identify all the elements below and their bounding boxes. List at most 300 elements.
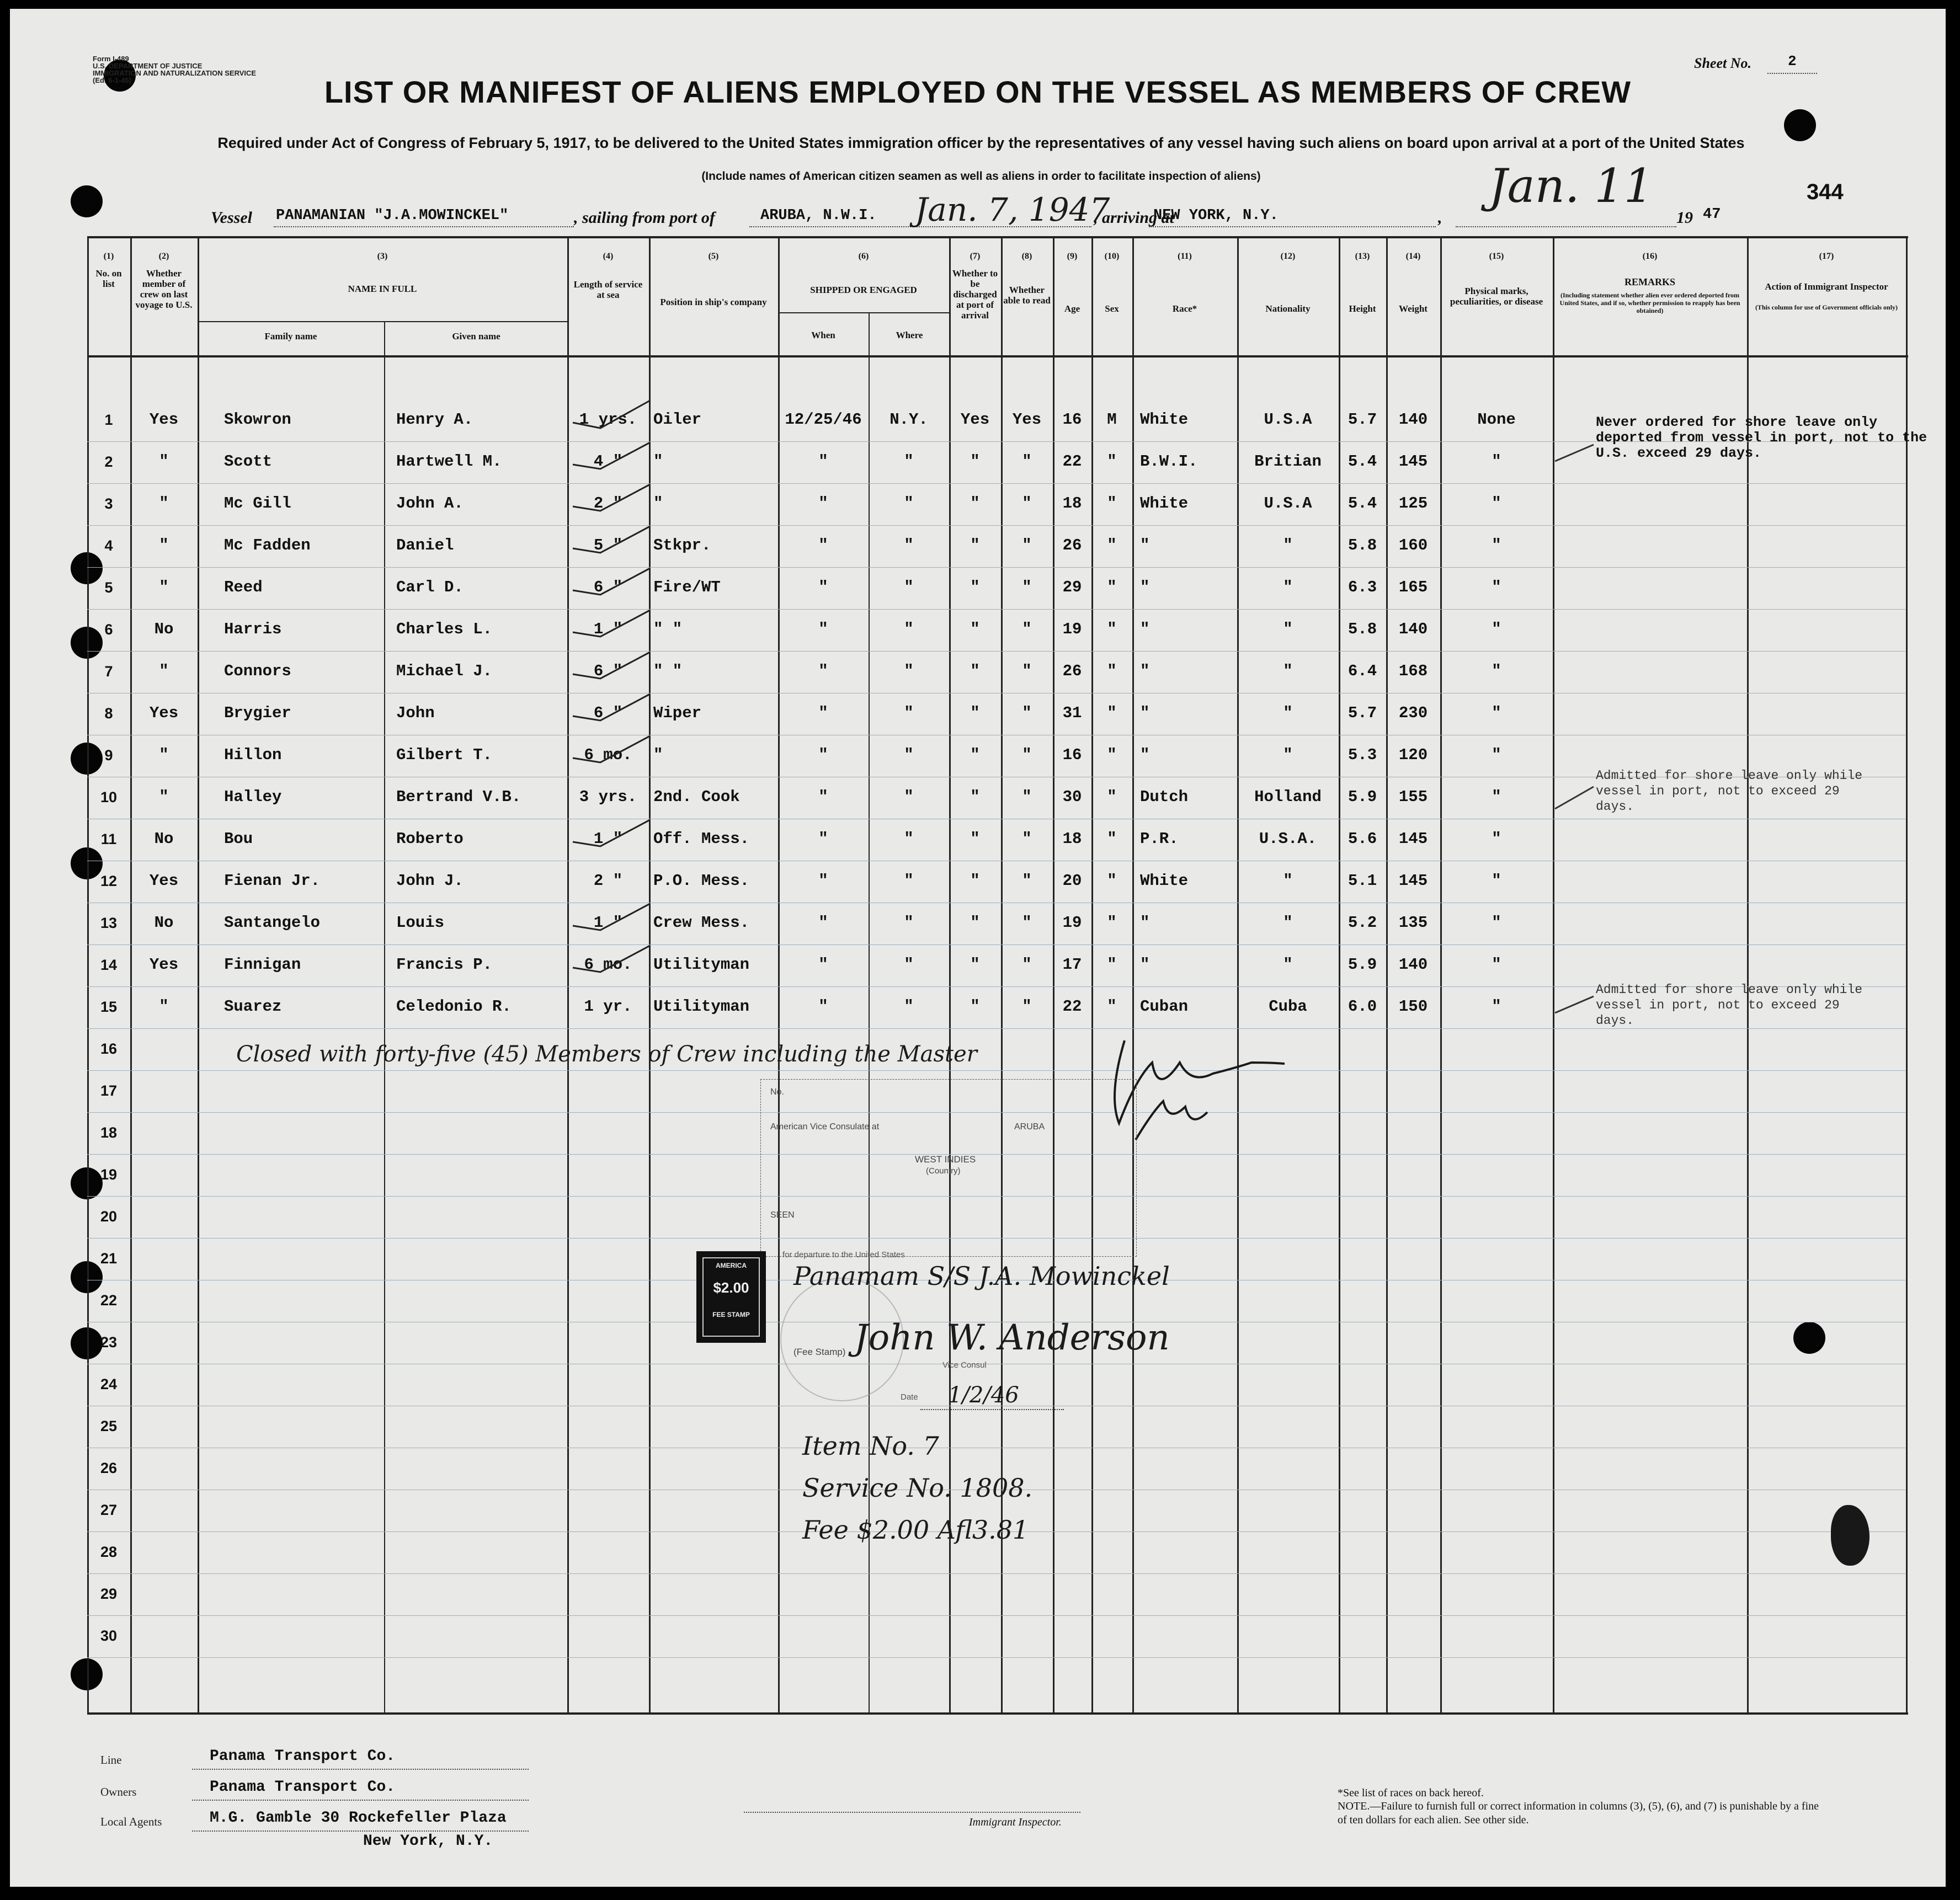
cell-weight: 230 bbox=[1398, 704, 1428, 722]
col-num: (11) bbox=[1178, 252, 1192, 261]
vessel-label: Vessel bbox=[211, 209, 252, 227]
fee-stamp-value: $2.00 bbox=[713, 1279, 749, 1296]
cell-marks: " bbox=[1492, 914, 1501, 932]
col-header-given-name: Given name bbox=[452, 331, 500, 341]
stamp-vice-consulate: American Vice Consulate at bbox=[770, 1122, 880, 1132]
col-header-race: Race* bbox=[1172, 303, 1197, 314]
row-number: 16 bbox=[100, 1040, 118, 1057]
cell-race: White bbox=[1140, 872, 1189, 890]
cell-family: Suarez bbox=[224, 997, 282, 1016]
cell-where: " bbox=[904, 494, 914, 513]
cell-service: 2 " bbox=[593, 872, 623, 890]
cell-age: 18 bbox=[1062, 494, 1082, 513]
row-number: 29 bbox=[100, 1586, 118, 1602]
cell-marks: " bbox=[1492, 956, 1501, 974]
cell-nationality: Cuba bbox=[1269, 997, 1307, 1016]
cell-read: " bbox=[1022, 746, 1032, 764]
cell-read: " bbox=[1022, 536, 1032, 554]
cell-service: 4 " bbox=[593, 452, 623, 471]
stamp-destination-line: for departure to the United States bbox=[782, 1250, 905, 1259]
department-name: U.S. DEPARTMENT OF JUSTICE bbox=[93, 62, 203, 70]
cell-service: 3 yrs. bbox=[579, 788, 637, 806]
col-num: (3) bbox=[377, 252, 388, 261]
cell-when: 12/25/46 bbox=[785, 410, 862, 429]
local-agents-value: M.G. Gamble 30 Rockefeller Plaza bbox=[210, 1810, 507, 1827]
cell-nationality: " bbox=[1283, 536, 1293, 554]
cell-weight: 125 bbox=[1398, 494, 1428, 513]
cell-prev: No bbox=[154, 830, 174, 848]
cell-family: Harris bbox=[224, 620, 282, 638]
cell-service: 1 yrs. bbox=[579, 410, 637, 429]
cell-age: 18 bbox=[1062, 830, 1082, 848]
cell-height: 6.4 bbox=[1348, 662, 1377, 680]
cell-marks: " bbox=[1492, 704, 1501, 722]
cell-height: 5.4 bbox=[1348, 452, 1377, 471]
row-number: 10 bbox=[100, 789, 118, 805]
col-num: (14) bbox=[1405, 252, 1421, 261]
cell-where: " bbox=[904, 620, 914, 638]
cell-nationality: " bbox=[1283, 872, 1293, 890]
stamp-country-label: (Country) bbox=[926, 1166, 961, 1176]
col-header-able-to-read: Whether able to read bbox=[1003, 285, 1051, 306]
cell-when: " bbox=[818, 578, 828, 596]
line-value: Panama Transport Co. bbox=[210, 1748, 396, 1765]
sheet-no-label: Sheet No. bbox=[1694, 55, 1751, 71]
cell-service: 5 " bbox=[593, 536, 623, 554]
cell-nationality: U.S.A bbox=[1264, 410, 1312, 429]
col-num: (15) bbox=[1489, 252, 1504, 261]
cell-service: 1 " bbox=[593, 914, 623, 932]
cell-height: 5.9 bbox=[1348, 788, 1377, 806]
cell-weight: 145 bbox=[1398, 830, 1428, 848]
cell-position: P.O. Mess. bbox=[653, 872, 750, 890]
col-header-member-last-voyage: Whether member of crew on last voyage to U.S. bbox=[135, 268, 193, 310]
cell-family: Reed bbox=[224, 578, 263, 596]
cell-when: " bbox=[818, 704, 828, 722]
cell-family: Santangelo bbox=[224, 914, 321, 932]
page-title: LIST OR MANIFEST OF ALIENS EMPLOYED ON THE VESSEL AS MEMBERS OF CREW bbox=[324, 74, 1632, 109]
cell-given: Carl D. bbox=[396, 578, 464, 596]
cell-sex: " bbox=[1107, 704, 1117, 722]
cell-sex: M bbox=[1107, 410, 1117, 429]
cell-when: " bbox=[818, 872, 828, 890]
cell-when: " bbox=[818, 997, 828, 1016]
cell-race: White bbox=[1140, 494, 1189, 513]
cell-family: Fienan Jr. bbox=[224, 872, 321, 890]
cell-marks: None bbox=[1477, 410, 1516, 429]
cell-race: Cuban bbox=[1140, 997, 1189, 1016]
cell-read: " bbox=[1022, 704, 1032, 722]
col-header-service-length: Length of service at sea bbox=[573, 279, 643, 300]
cell-given: Hartwell M. bbox=[396, 452, 502, 471]
cell-discharged: " bbox=[970, 452, 980, 471]
cell-discharged: " bbox=[970, 494, 980, 513]
cell-age: 31 bbox=[1062, 704, 1082, 722]
cell-nationality: " bbox=[1283, 620, 1293, 638]
sheet-no-value: 2 bbox=[1788, 53, 1797, 70]
cell-weight: 165 bbox=[1398, 578, 1428, 596]
cell-sex: " bbox=[1107, 536, 1117, 554]
cell-height: 6.0 bbox=[1348, 997, 1377, 1016]
cell-discharged: " bbox=[970, 620, 980, 638]
col-num: (13) bbox=[1355, 252, 1370, 261]
cell-height: 6.3 bbox=[1348, 578, 1377, 596]
cell-read: " bbox=[1022, 578, 1032, 596]
cell-nationality: " bbox=[1283, 956, 1293, 974]
cell-race: " bbox=[1140, 536, 1150, 554]
cell-family: Bou bbox=[224, 830, 253, 848]
cell-read: " bbox=[1022, 872, 1032, 890]
col-num: (12) bbox=[1280, 252, 1296, 261]
cell-marks: " bbox=[1492, 536, 1501, 554]
cell-given: Charles L. bbox=[396, 620, 493, 638]
year-prefix: 19 bbox=[1676, 209, 1693, 227]
cell-given: Daniel bbox=[396, 536, 454, 554]
owners-value: Panama Transport Co. bbox=[210, 1779, 396, 1796]
cell-height: 5.2 bbox=[1348, 914, 1377, 932]
table-top-border bbox=[87, 236, 1908, 238]
col-header-physical-marks: Physical marks, peculiarities, or disease bbox=[1450, 286, 1543, 307]
cell-sex: " bbox=[1107, 788, 1117, 806]
cell-discharged: " bbox=[970, 746, 980, 764]
col-num: (16) bbox=[1642, 252, 1658, 261]
col-header-immigrant-action-note: (This column for use of Government officials only) bbox=[1755, 303, 1898, 311]
fee-stamp-caption: (Fee Stamp) bbox=[793, 1347, 846, 1357]
cell-weight: 150 bbox=[1398, 997, 1428, 1016]
cell-weight: 140 bbox=[1398, 410, 1428, 429]
cell-read: " bbox=[1022, 662, 1032, 680]
service-check-marks bbox=[567, 389, 656, 1024]
cell-position: " bbox=[653, 494, 663, 513]
cell-position: Crew Mess. bbox=[653, 914, 750, 932]
service-number: Service No. 1808. bbox=[802, 1473, 1033, 1503]
col-header-weight: Weight bbox=[1399, 303, 1428, 314]
service-name: IMMIGRATION AND NATURALIZATION SERVICE bbox=[93, 69, 257, 77]
cell-read: " bbox=[1022, 452, 1032, 471]
cell-sex: " bbox=[1107, 494, 1117, 513]
cell-prev: " bbox=[159, 452, 169, 471]
fee-amount: Fee $2.00 Afl3.81 bbox=[802, 1515, 1029, 1545]
cell-marks: " bbox=[1492, 830, 1501, 848]
cell-race: B.W.I. bbox=[1140, 452, 1198, 471]
cell-family: Finnigan bbox=[224, 956, 301, 974]
row-number: 21 bbox=[100, 1250, 118, 1267]
cell-marks: " bbox=[1492, 620, 1501, 638]
cell-given: Michael J. bbox=[396, 662, 493, 680]
cell-race: " bbox=[1140, 662, 1150, 680]
vessel-handwritten: Panamam S/S J.A. Mowinckel bbox=[793, 1261, 1170, 1291]
cell-height: 5.4 bbox=[1348, 494, 1377, 513]
cell-when: " bbox=[818, 956, 828, 974]
cell-given: John bbox=[396, 704, 435, 722]
cell-sex: " bbox=[1107, 746, 1117, 764]
cell-height: 5.8 bbox=[1348, 536, 1377, 554]
cell-service: 1 " bbox=[593, 830, 623, 848]
sailing-date: Jan. 7, 1947 bbox=[915, 191, 1110, 228]
stamp-region: WEST INDIES bbox=[915, 1154, 976, 1165]
col-header-remarks-note: (Including statement whether alien ever ordered deported from United States, and if so, whether permission to reapply has been obtained) bbox=[1559, 291, 1740, 314]
col-header-sex: Sex bbox=[1105, 303, 1119, 314]
cell-prev: " bbox=[159, 997, 169, 1016]
col-num: (1) bbox=[103, 252, 114, 261]
cell-prev: No bbox=[154, 620, 174, 638]
col-header-height: Height bbox=[1349, 303, 1376, 314]
closing-note: Closed with forty-five (45) Members of Crew including the Master bbox=[236, 1042, 977, 1067]
cell-where: " bbox=[904, 578, 914, 596]
col-header-remarks: REMARKS bbox=[1624, 276, 1675, 287]
col-header-name: NAME IN FULL bbox=[348, 284, 417, 294]
cell-service: 6 " bbox=[593, 662, 623, 680]
cell-position: " " bbox=[653, 620, 683, 638]
cell-race: " bbox=[1140, 704, 1150, 722]
cell-height: 5.1 bbox=[1348, 872, 1377, 890]
cell-nationality: Holland bbox=[1254, 788, 1322, 806]
cell-read: " bbox=[1022, 830, 1032, 848]
cell-discharged: " bbox=[970, 578, 980, 596]
cell-height: 5.6 bbox=[1348, 830, 1377, 848]
cell-age: 19 bbox=[1062, 620, 1082, 638]
cell-prev: Yes bbox=[149, 872, 179, 890]
local-agents-label: Local Agents bbox=[100, 1815, 162, 1828]
cell-nationality: Britian bbox=[1254, 452, 1322, 471]
cell-race: " bbox=[1140, 578, 1150, 596]
manifest-sheet: Form I-489 U.S. DEPARTMENT OF JUSTICE IMMIGRATION AND NATURALIZATION SERVICE (Ed. 6-1-45) Sheet No. 2 LIST OR MANIFEST OF ALIENS EMPLOYED ON THE VESSEL AS MEMBERS OF CREW Required under Act of Congress of February 5, 1917, to be delivered to the United States immigration officer by the representatives of any vessel having such aliens on board upon arrival at a port of the United States (Include names of American citizen seamen as well as aliens in order to facilitate inspection of aliens) 344 Vessel PANAMANIAN "J.A.MOWINCKEL" , sailing from port of ARUBA, N.W.I. Jan. 7, 1947 , arriving at NEW YORK, N.Y. , Jan. 11 19 47 (1) (2) (3) (4) (5) (6) (7) (8) (9) (10) (11) (12) (13) (14) (15) (16) (17) No. on list Whether member of crew on last voyage to U.S. NAME IN FULL Family name Given name Length of service at sea Position in ship's company SHIPPED OR ENGAGED When Where Whether to be discharged at port of arrival Whether able to read Age Sex Race* Nationality Height Weight Physical marks, peculiarities, or disease REMARKS (Including statement whether alien ever ordered deported from United States, and if so, whether permission to reapply has been obtained) Action of Immigrant Inspector (This column for use of Government officials only) 1 2 3 4 5 6 7 8 9 10 11 12 13 14 15 16 17 18 19 20 21 22 23 24 25 26 27 28 29 30 Yes Skowron Henry A. 1 yrs. Oiler 12/25/46 N.Y. Yes Yes 16 M White U.S.A 5.7 140 None " Scott Hartwell M. 4 " " " " " " 22 " B.W.I. Britian 5.4 145 " " Mc Gill John A. 2 " " " " " " 18 " White U.S.A 5.4 125 " " Mc Fadden Daniel 5 " Stkpr. " " " " 26 " " " 5.8 160 " " Reed Carl D. 6 " Fire/WT " " " " 29 " " " 6.3 165 " No Harris Charles L. 1 " " " " " " " 19 " " " 5.8 140 " " Connors Michael J. 6 " " " " " " " 26 " " " 6.4 168 " Yes Brygier John 6 " Wiper " " " " 31 " " " 5.7 230 " " Hillon Gilbert T. 6 mo. " " " " " 16 " " " 5.3 120 " " Halley Bertrand V.B. 3 yrs. 2nd. Cook " " " " 30 " Dutch Holland 5.9 155 " No Bou Roberto 1 " Off. Mess. " " " " 18 " P.R. U.S.A. 5.6 145 " Yes Fienan Jr. John J. 2 " P.O. Mess. " " " " 20 " White " 5.1 145 " No Santangelo Louis 1 " Crew Mess. " " " " 19 " " " 5.2 135 " Yes Finnigan Francis P. 6 mo. Utilityman " " " " 17 " " " 5.9 140 " " Suarez Celedonio R. 1 yr. Utilityman " " " " 22 " Cuban Cuba 6.0 150 " Never ordered for shore leave only deported from vessel in port, not to the U.S. exceed 29 days. Admitted for shore leave only while vessel in port, not to exceed 29 days. Admitted for shore leave only while vessel in port, not to exceed 29 days. Closed with forty-five (45) Members of Crew including the Master No. American Vice Consulate at ARUBA WEST INDIES (Country) SEEN for departure to the United States AMERICA $2.00 FEE STAMP (Fee Stamp) Panamam S/S J.A. Mowinckel John W. Anderson Vice Consul Date 1/2/46 Item No. 7 Service No. 1808. Fee $2.00 Afl3.81 Line Panama Transport Co. Owners Panama Transport Co. Local Agents M.G. Gamble 30 Rockefeller Plaza New York, N.Y. Immigrant Inspector. *See list of races on back hereof. NOTE.—Failure to furnish full or correct information in columns (3), (5), (6), and (7) is punishable by a fine of ten dollars for each alien. See other side. bbox=[10, 9, 1946, 1887]
ink-blot bbox=[1831, 1505, 1870, 1566]
sailing-label: , sailing from port of bbox=[574, 209, 715, 227]
col-num: (10) bbox=[1104, 252, 1120, 261]
cell-sex: " bbox=[1107, 830, 1117, 848]
cell-race: P.R. bbox=[1140, 830, 1179, 848]
cell-discharged: " bbox=[970, 536, 980, 554]
col-num: (8) bbox=[1021, 252, 1032, 261]
cell-given: Henry A. bbox=[396, 410, 473, 429]
cell-service: 6 mo. bbox=[584, 746, 632, 764]
cell-height: 5.7 bbox=[1348, 410, 1377, 429]
cell-position: Wiper bbox=[653, 704, 702, 722]
immigrant-inspector-label: Immigrant Inspector. bbox=[969, 1816, 1062, 1828]
cell-discharged: " bbox=[970, 704, 980, 722]
cell-age: 22 bbox=[1062, 997, 1082, 1016]
cell-weight: 145 bbox=[1398, 872, 1428, 890]
form-number: Form I-489 bbox=[93, 55, 129, 63]
cell-weight: 140 bbox=[1398, 956, 1428, 974]
row-number: 26 bbox=[100, 1460, 118, 1476]
cell-sex: " bbox=[1107, 872, 1117, 890]
cell-age: 19 bbox=[1062, 914, 1082, 932]
fee-stamp bbox=[696, 1251, 766, 1343]
col-num: (9) bbox=[1067, 252, 1078, 261]
stamp-date-label: Date bbox=[901, 1392, 918, 1402]
row-number: 23 bbox=[100, 1334, 118, 1351]
cell-race: " bbox=[1140, 746, 1150, 764]
row-number: 9 bbox=[104, 747, 113, 764]
cell-marks: " bbox=[1492, 788, 1501, 806]
col-num: (17) bbox=[1819, 252, 1834, 261]
col-header-no: No. on list bbox=[95, 268, 122, 289]
cell-where: " bbox=[904, 997, 914, 1016]
line-label: Line bbox=[100, 1753, 122, 1766]
cell-prev: Yes bbox=[149, 410, 179, 429]
fee-stamp-label: FEE STAMP bbox=[712, 1311, 750, 1319]
table-header-border bbox=[87, 355, 1908, 357]
requirement-text: Required under Act of Congress of February 5, 1917, to be delivered to the United States immigration officer by the representatives of any vessel having such aliens on board upon arrival at a port of the United States bbox=[217, 135, 1745, 151]
cell-position: Fire/WT bbox=[653, 578, 721, 596]
col-num: (5) bbox=[708, 252, 719, 261]
cell-when: " bbox=[818, 452, 828, 471]
cell-when: " bbox=[818, 536, 828, 554]
cell-where: " bbox=[904, 956, 914, 974]
stamp-location: ARUBA bbox=[1014, 1122, 1045, 1132]
cell-family: Mc Fadden bbox=[224, 536, 311, 554]
row-number: 2 bbox=[104, 453, 113, 470]
cell-when: " bbox=[818, 662, 828, 680]
cell-prev: " bbox=[159, 494, 169, 513]
row-number: 5 bbox=[104, 579, 113, 596]
row-number: 17 bbox=[100, 1082, 118, 1099]
cell-family: Hillon bbox=[224, 746, 282, 764]
cell-when: " bbox=[818, 788, 828, 806]
cell-age: 16 bbox=[1062, 746, 1082, 764]
cell-when: " bbox=[818, 620, 828, 638]
col-num: (2) bbox=[158, 252, 169, 261]
cell-service: 6 " bbox=[593, 704, 623, 722]
cell-weight: 140 bbox=[1398, 620, 1428, 638]
cell-age: 30 bbox=[1062, 788, 1082, 806]
row-number: 7 bbox=[104, 663, 113, 680]
stamp-seen-label: SEEN bbox=[770, 1210, 795, 1220]
table-bottom-border bbox=[87, 1712, 1908, 1715]
remark-row-10: Admitted for shore leave only while vessel in port, not to exceed 29 days. bbox=[1596, 768, 1863, 814]
col-header-age: Age bbox=[1064, 303, 1080, 314]
cell-weight: 155 bbox=[1398, 788, 1428, 806]
cell-prev: " bbox=[159, 536, 169, 554]
cell-position: 2nd. Cook bbox=[653, 788, 740, 806]
cell-when: " bbox=[818, 830, 828, 848]
cell-position: " bbox=[653, 452, 663, 471]
cell-given: Bertrand V.B. bbox=[396, 788, 521, 806]
cell-where: " bbox=[904, 536, 914, 554]
cell-age: 26 bbox=[1062, 662, 1082, 680]
cell-sex: " bbox=[1107, 956, 1117, 974]
stamp-no-label: No. bbox=[770, 1087, 784, 1097]
cell-discharged: " bbox=[970, 956, 980, 974]
cell-height: 5.3 bbox=[1348, 746, 1377, 764]
row-number: 25 bbox=[100, 1418, 118, 1434]
cell-discharged: " bbox=[970, 788, 980, 806]
col-header-family-name: Family name bbox=[264, 331, 317, 341]
col-header-immigrant-action: Action of Immigrant Inspector bbox=[1765, 281, 1888, 292]
cell-weight: 145 bbox=[1398, 452, 1428, 471]
cell-family: Scott bbox=[224, 452, 273, 471]
cell-age: 20 bbox=[1062, 872, 1082, 890]
cell-given: Louis bbox=[396, 914, 445, 932]
year-suffix: 47 bbox=[1703, 206, 1721, 223]
cell-family: Brygier bbox=[224, 704, 291, 722]
cell-prev: Yes bbox=[149, 956, 179, 974]
cell-discharged: " bbox=[970, 997, 980, 1016]
cell-sex: " bbox=[1107, 914, 1117, 932]
col-header-shipped: SHIPPED OR ENGAGED bbox=[810, 285, 917, 295]
cell-marks: " bbox=[1492, 578, 1501, 596]
cell-where: " bbox=[904, 872, 914, 890]
cell-where: N.Y. bbox=[890, 410, 928, 429]
cell-where: " bbox=[904, 704, 914, 722]
row-number: 4 bbox=[104, 537, 113, 554]
cell-race: White bbox=[1140, 410, 1189, 429]
vessel-name: PANAMANIAN "J.A.MOWINCKEL" bbox=[276, 207, 509, 224]
row-number: 19 bbox=[100, 1166, 118, 1183]
cell-read: Yes bbox=[1012, 410, 1042, 429]
row-number: 14 bbox=[100, 957, 118, 973]
cell-age: 17 bbox=[1062, 956, 1082, 974]
col-num: (4) bbox=[603, 252, 614, 261]
form-edition: (Ed. 6-1-45) bbox=[93, 76, 132, 84]
cell-marks: " bbox=[1492, 997, 1501, 1016]
cell-nationality: U.S.A. bbox=[1259, 830, 1317, 848]
cell-where: " bbox=[904, 788, 914, 806]
row-number: 3 bbox=[104, 495, 113, 512]
cell-marks: " bbox=[1492, 662, 1501, 680]
row-number: 18 bbox=[100, 1124, 118, 1141]
row-number: 24 bbox=[100, 1376, 118, 1392]
cell-discharged: " bbox=[970, 872, 980, 890]
cell-given: John A. bbox=[396, 494, 464, 513]
cell-where: " bbox=[904, 746, 914, 764]
cell-position: Stkpr. bbox=[653, 536, 711, 554]
cell-read: " bbox=[1022, 914, 1032, 932]
penalty-note: NOTE.—Failure to furnish full or correct information in columns (3), (5), (6), and (7) is punishable by a fine of ten dollars for each alien. See other side. bbox=[1338, 1800, 1819, 1826]
row-number: 12 bbox=[100, 873, 118, 889]
cell-nationality: " bbox=[1283, 746, 1293, 764]
cell-marks: " bbox=[1492, 452, 1501, 471]
cell-prev: " bbox=[159, 662, 169, 680]
punch-hole bbox=[1793, 1322, 1825, 1354]
row-number: 11 bbox=[100, 831, 117, 847]
arrival-port: NEW YORK, N.Y. bbox=[1153, 207, 1279, 224]
cell-where: " bbox=[904, 914, 914, 932]
cell-marks: " bbox=[1492, 872, 1501, 890]
cell-age: 22 bbox=[1062, 452, 1082, 471]
cell-nationality: " bbox=[1283, 914, 1293, 932]
cell-given: Francis P. bbox=[396, 956, 493, 974]
cell-weight: 168 bbox=[1398, 662, 1428, 680]
col-header-discharged: Whether to be discharged at port of arrival bbox=[952, 268, 998, 321]
fee-stamp-top-text: AMERICA bbox=[716, 1262, 747, 1269]
row-number: 27 bbox=[100, 1502, 118, 1518]
requirement-note: (Include names of American citizen seamen as well as aliens in order to facilitate inspection of aliens) bbox=[701, 170, 1261, 183]
cell-service: 6 mo. bbox=[584, 956, 632, 974]
row-number: 20 bbox=[100, 1208, 118, 1225]
cell-nationality: " bbox=[1283, 704, 1293, 722]
col-header-position: Position in ship's company bbox=[660, 297, 767, 307]
item-number: Item No. 7 bbox=[802, 1431, 939, 1461]
cell-nationality: " bbox=[1283, 662, 1293, 680]
cell-race: " bbox=[1140, 620, 1150, 638]
cell-position: Off. Mess. bbox=[653, 830, 750, 848]
cell-height: 5.8 bbox=[1348, 620, 1377, 638]
cell-sex: " bbox=[1107, 997, 1117, 1016]
row-number: 30 bbox=[100, 1627, 118, 1644]
cell-given: Gilbert T. bbox=[396, 746, 493, 764]
sailing-port: ARUBA, N.W.I. bbox=[760, 207, 877, 224]
cell-family: Halley bbox=[224, 788, 282, 806]
cell-when: " bbox=[818, 914, 828, 932]
punch-hole bbox=[71, 1658, 103, 1690]
cell-age: 26 bbox=[1062, 536, 1082, 554]
cell-given: Celedonio R. bbox=[396, 997, 512, 1016]
cell-discharged: " bbox=[970, 830, 980, 848]
cell-sex: " bbox=[1107, 452, 1117, 471]
